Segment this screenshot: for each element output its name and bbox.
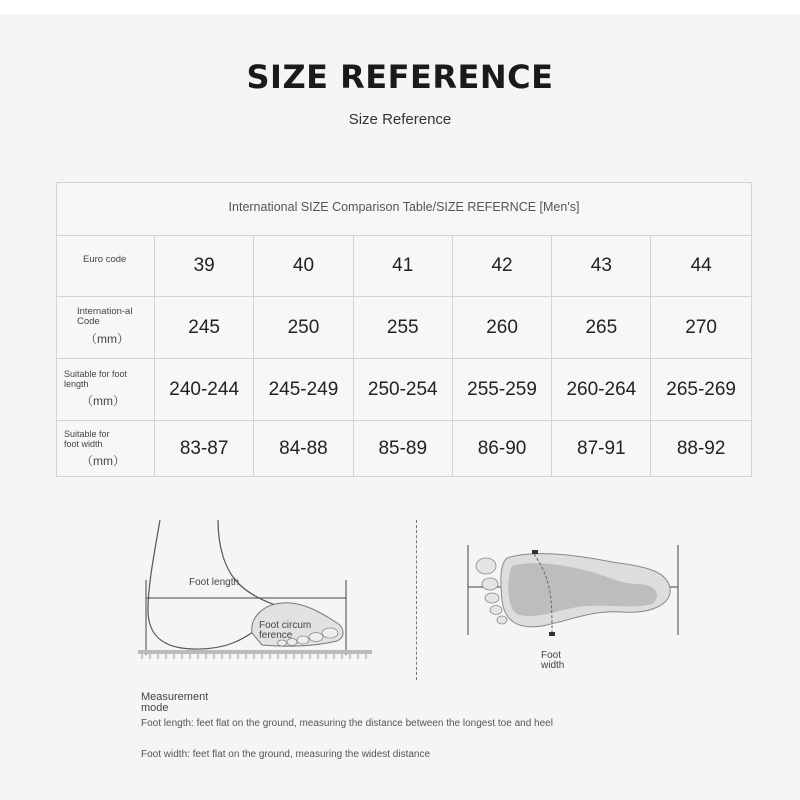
table-cell: 83-87 [155,421,254,476]
table-row-euro-code [57,235,751,297]
table-cell: 87-91 [552,421,651,476]
row-label: Internation-al Code [77,306,133,327]
row-header [57,235,155,296]
size-table [56,182,752,477]
table-cell: 39 [155,235,254,296]
foot-side-illustration [132,515,382,665]
table-cell: 265 [552,297,651,358]
table-cell: 88-92 [676,437,726,459]
table-cell: 245 [155,297,254,358]
row-unit: （mm） [81,394,125,408]
table-cell: 43 [552,235,651,296]
row-unit: （mm） [85,332,129,346]
foot-width-instruction: Foot width: feet flat on the ground, measuring the widest distance [141,749,431,760]
table-cell: 255-259 [453,359,552,420]
table-row-foot-length [57,359,751,421]
foot-top-illustration [462,540,687,640]
table-cell: 245-249 [254,359,353,420]
row-label: Euro code [83,254,127,265]
table-caption: International SIZE Comparison Table/SIZE REFERNCE [Men's] [57,183,751,236]
table-cell: 84-88 [254,421,353,476]
foot-length-label: Foot length [189,577,240,588]
foot-width-label: Foot width [541,650,565,671]
divider [416,520,417,680]
table-cell: 86-90 [453,421,552,476]
table-cell: 260-264 [552,359,651,420]
top-strip [0,0,800,14]
row-header [57,421,155,476]
row-header [57,297,155,358]
page-subtitle: Size Reference [348,111,452,128]
table-cell: 40 [254,235,353,296]
row-header [57,359,155,420]
table-cell: 265-269 [666,378,736,400]
foot-length-instruction: Foot length: feet flat on the ground, measuring the distance between the longest toe and heel [141,718,553,729]
table-cell: 260 [453,297,552,358]
table-cell: 85-89 [354,421,453,476]
row-label: Suitable for foot width [64,429,110,449]
page-title: SIZE REFERENCE [246,58,554,96]
table-cell: 250-254 [354,359,453,420]
table-cell: 255 [354,297,453,358]
table-row-international-code [57,297,751,359]
table-cell: 41 [354,235,453,296]
table-row-foot-width [57,421,751,476]
table-cell: 250 [254,297,353,358]
row-label: Suitable for foot length [64,369,128,389]
measurement-title: Measurement mode [141,691,209,714]
row-unit: （mm） [81,454,125,468]
table-cell: 240-244 [155,359,254,420]
table-cell: 44 [690,254,712,276]
table-cell: 42 [453,235,552,296]
table-cell: 270 [685,316,717,338]
foot-circumference-label: Foot circum ference [259,620,312,641]
